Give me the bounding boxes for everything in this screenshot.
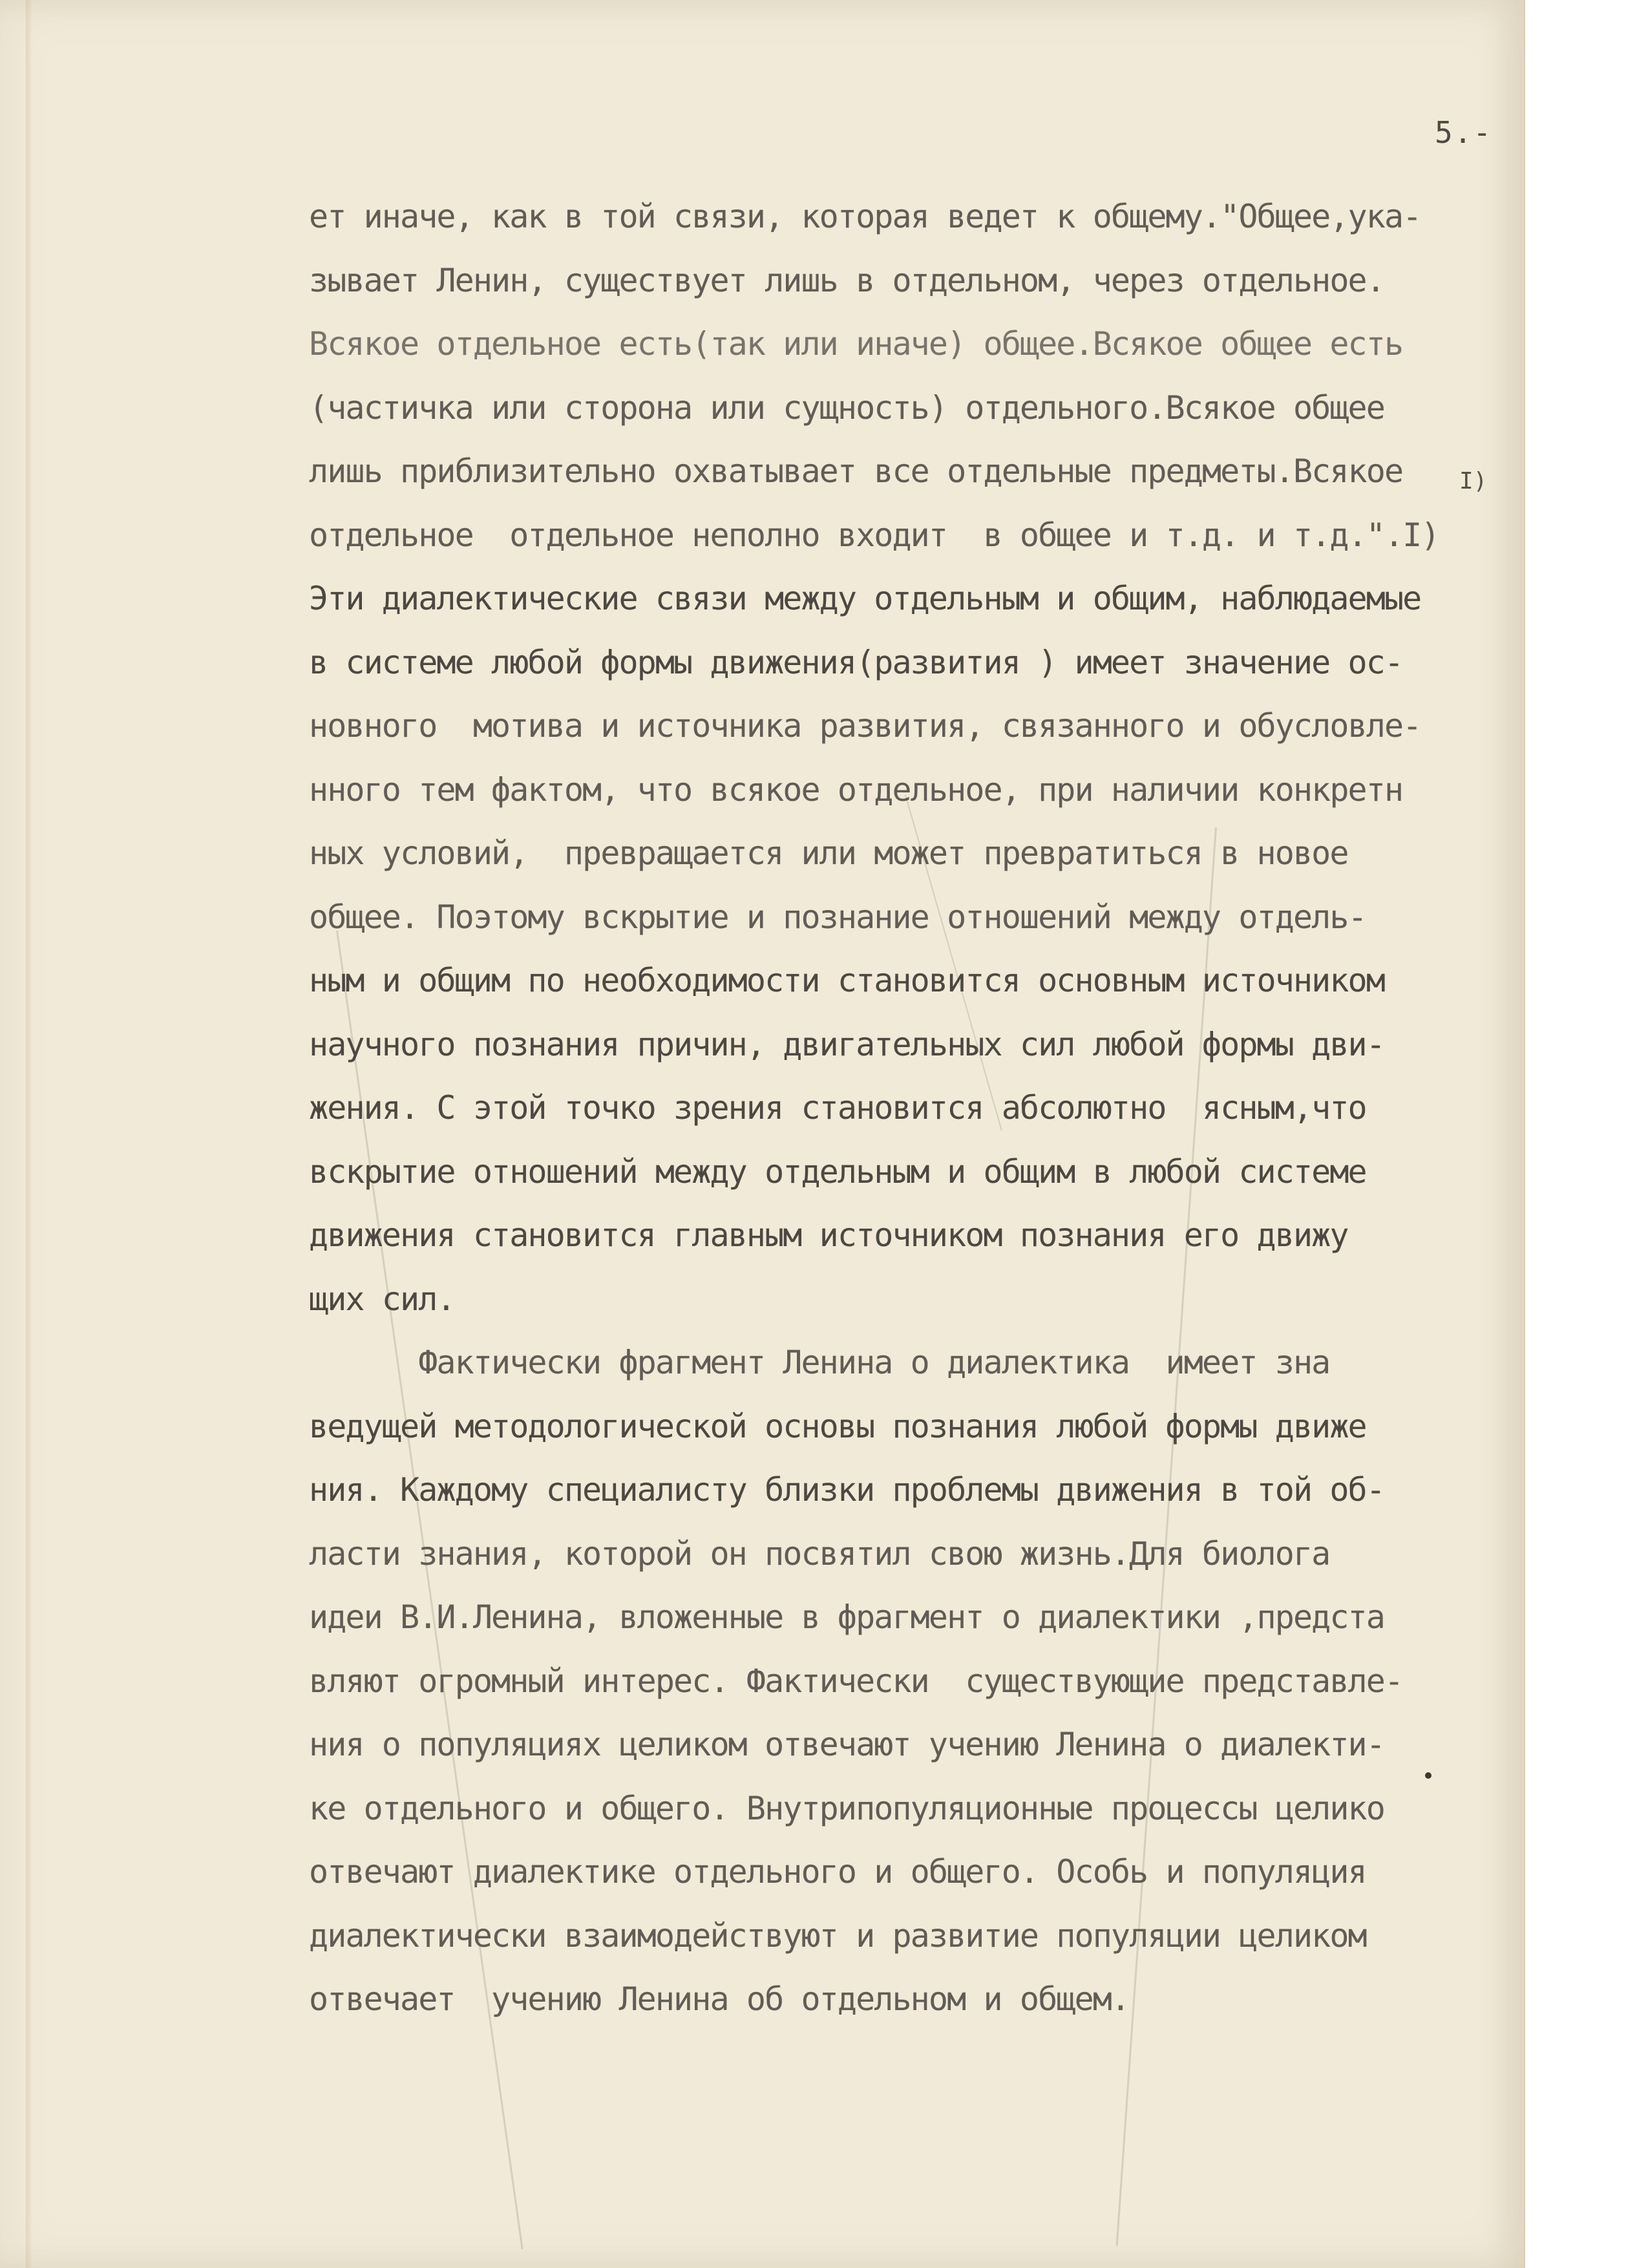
text-line: жения. С этой точко зрения становится абсолютно ясным,что (309, 1089, 1366, 1127)
text-line: идеи В.И.Ленина, вложенные в фрагмент о диалектики ,предста (309, 1598, 1384, 1636)
typewritten-text (309, 185, 1524, 2031)
text-line: лишь приблизительно охватывает все отдельные предметы.Всякое (309, 452, 1403, 490)
text-line: Фактически фрагмент Ленина о диалектика имеет зна (309, 1344, 1330, 1381)
text-line: ния о популяциях целиком отвечают учению Ленина о диалекти- (309, 1726, 1384, 1763)
footnote-mark: I) (1459, 468, 1488, 494)
text-line: (частичка или сторона или сущность) отдельного.Всякое общее (309, 388, 1384, 427)
text-line: отвечает учению Ленина об отдельном и общем. (309, 1980, 1130, 2018)
text-line: вскрытие отношений между отдельным и общим в любой системе (309, 1152, 1366, 1191)
text-line: Эти диалектические связи между отдельным и общим, наблюдаемые (309, 580, 1421, 617)
text-line: в системе любой формы движения(развития ) имеет значение ос- (309, 643, 1403, 681)
text-line: Всякое отдельное есть(так или иначе) общее.Всякое общее есть (309, 325, 1403, 363)
text-line: отдельное отдельное неполно входит в общее и т.д. и т.д.".I) (309, 516, 1439, 554)
text-line: ния. Каждому специалисту близки проблемы движения в той об- (309, 1471, 1384, 1509)
text-line: ласти знания, которой он посвятил свою жизнь.Для биолога (309, 1534, 1330, 1573)
text-line: движения становится главным источником познания его движу (309, 1216, 1348, 1254)
text-line: щих сил. (309, 1280, 455, 1318)
text-line: ведущей методологической основы познания любой формы движе (309, 1407, 1366, 1445)
text-line: зывает Ленин, существует лишь в отдельном, через отдельное. (309, 261, 1384, 299)
text-line: ет иначе, как в той связи, которая ведет к общему."Общее,ука- (309, 198, 1421, 235)
text-line: ным и общим по необходимости становится основным источником (309, 962, 1384, 999)
page-number: 5.- (1435, 115, 1493, 150)
text-line: ке отдельного и общего. Внутрипопуляционные процессы целико (309, 1789, 1384, 1827)
text-line: нного тем фактом, что всякое отдельное, при наличии конкретн (309, 770, 1403, 809)
text-line: отвечают диалектике отдельного и общего. Особь и популяция (309, 1853, 1366, 1891)
text-line: научного познания причин, двигательных сил любой формы дви- (309, 1025, 1384, 1063)
text-line: общее. Поэтому вскрытие и познание отношений между отдель- (309, 898, 1366, 936)
text-line: ных условий, превращается или может превратиться в новое (309, 834, 1348, 872)
text-line: диалектически взаимодействуют и развитие популяции целиком (309, 1916, 1366, 1955)
text-line: вляют огромный интерес. Фактически существующие представле- (309, 1662, 1403, 1700)
text-line: новного мотива и источника развития, связанного и обусловле- (309, 707, 1421, 745)
